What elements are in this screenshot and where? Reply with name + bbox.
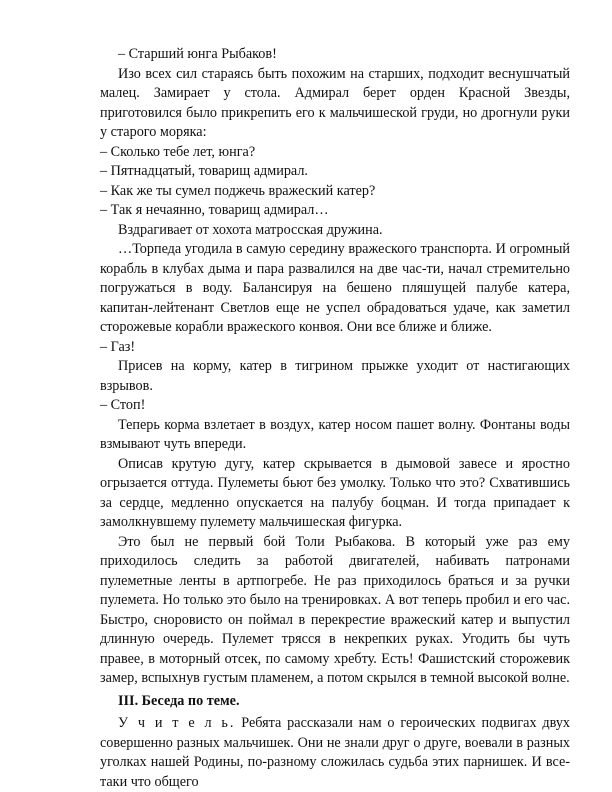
paragraph: Изо всех сил стараясь быть похожим на старших, подходит веснушчатый малец. Замирает у стола. Адмирал берет орден Красной Звезды, приготовился было прикрепить его к мальчишеской груди, но дрогнули руки у старого моряка: [100,65,570,140]
teacher-paragraph [100,714,570,792]
dialogue-line: – Старший юнга Рыбаков! [118,46,277,62]
dialogue-line: – Сколько тебе лет, юнга? [100,143,256,160]
dialogue-line: – Так я нечаянно, товарищ адмирал… [100,202,329,218]
section-heading: III. Беседа по теме. [118,692,240,709]
document-page [100,45,570,792]
dialogue-line: – Пятнадцатый, товарищ адмирал. [100,163,308,179]
dialogue-line: – Как же ты сумел поджечь вражеский катер? [100,182,376,199]
paragraph: Это был не первый бой Толи Рыбакова. В который уже раз ему приходилось следить за работой двигателей, набивать патронами пулеметные ленты в артпогребе. Не раз приходилось браться и за ручки пулемета. Но только это было на тренировках. А вот теперь пробил и его час. Быстро, сноровисто он поймал в перекрестие вражеский катер и выпустил длинную очередь. Пулемет трясся в некрепких руках. Угодить бы чуть правее, в моторный отсек, по самому хребту. Есть! Фашистский сторожевик замер, вспыхнув густым пламенем, а потом скрылся в темной высокой волне. [100,533,570,686]
paragraph: …Торпеда угодила в самую середину вражеского транспорта. И огромный корабль в клубах дыма и пара развалился на две час-ти, начал стремительно погружаться в воду. Балансируя на бешено пляшущей палубе катера, капитан-лейтенант Светлов еще не успел обрадоваться удаче, как заметил сторожевые корабли вражеского конвоя. Они все ближе и ближе. [100,241,570,335]
teacher-text: Ребята рассказали нам о героических подвигах двух совершенно разных мальчишек. Они не знали друг о друге, воевали в разных уголках нашей Родины, по-разному сложилась судьба этих парнишек. И все-таки что общего [100,715,571,790]
paragraph: Описав крутую дугу, катер скрывается в дымовой завесе и яростно огрызается оттуда. Пулеметы бьют без умолку. Только что это? Схватившись за сердце, медленно опускается на палубу боцман. И тогда припадает к замолкнувшему пулемету мальчишеская фигурка. [100,455,570,530]
speaker-label: У ч и т е л ь. [118,715,236,731]
dialogue-line: – Газ! [100,338,136,355]
paragraph: Вздрагивает от хохота матросская дружина. [118,221,383,238]
paragraph: Присев на корму, катер в тигрином прыжке уходит от настигающих взрывов. [100,358,570,394]
dialogue-line: – Стоп! [100,397,146,413]
paragraph: Теперь корма взлетает в воздух, катер носом пашет волну. Фонтаны воды взмывают чуть впереди. [100,416,570,452]
